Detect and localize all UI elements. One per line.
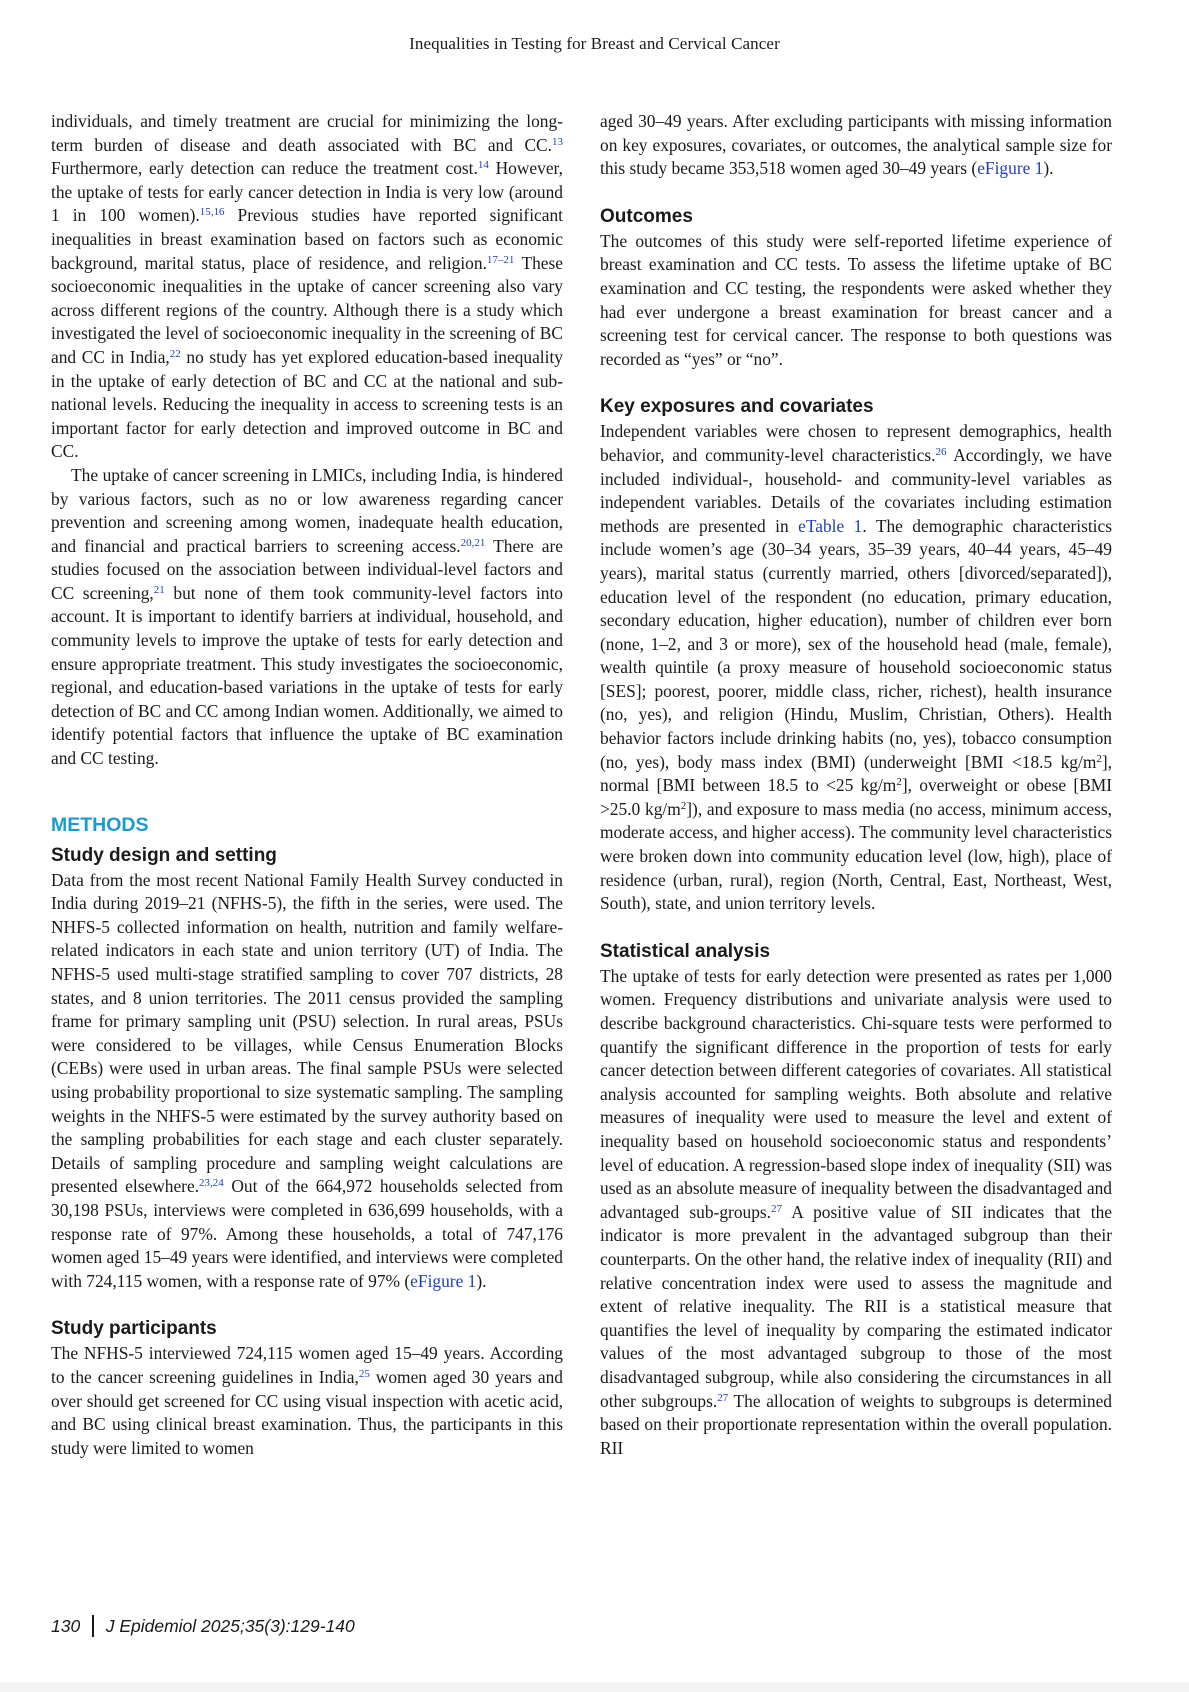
efigure-link[interactable]: eFigure 1 [977,158,1044,179]
paragraph: The NFHS-5 interviewed 724,115 women aged 15–49 years. According to the cancer screening guidelines in India,$^{25}$ women aged 30 years and over should get screened for CC using visual inspection with acetic acid, and BC using clinical breast examination. Thus, the participants in this study were limited to women [51,1343,563,1458]
paragraph: The uptake of tests for early detection were presented as rates per 1,000 women. Frequency distributions and univariate analysis were used to describe background characteristics. Chi-square tests were performed to quantify the significant difference in the proportion of tests for early cancer detection between different categories of covariates. All statistical analysis accounted for sampling weights. Both absolute and relative measures of inequality were used to measure the level and extent of inequality based on household socioeconomic status and respondents’ level of education. A regression-based slope index of inequality (SII) was used as an absolute measure of inequality between the disadvantaged and advantaged sub-groups.$^{27}$ A positive value of SII indicates that the indicator is more prevalent in the advantaged subgroup than their counterparts. On the other hand, the relative index of inequality (RII) and relative concentration index were used to assess the magnitude and extent of relative inequality. The RII is a statistical measure that quantifies the level of inequality by comparing the estimated indicator values of the most advantaged subgroup to those of the most disadvantaged subgroup, while also considering the circumstances in all other subgroups.$^{27}$ The allocation of weights to subgroups is determined based on their proportionate representation within the overall population. RII [600,965,1112,1458]
citation-link[interactable]: 21 [153,583,165,596]
page-footer [51,1615,355,1637]
subsection-heading: Key exposures and covariates [600,396,874,418]
right-column [600,110,1112,1460]
running-header: Inequalities in Testing for Breast and Cervical Cancer [409,34,780,53]
superscript: 2 [896,776,902,789]
left-column [51,110,563,1460]
superscript: 2 [1096,752,1102,765]
efigure-link[interactable]: eFigure 1 [410,1270,477,1291]
footer-divider [92,1615,94,1637]
paragraph: individuals, and timely treatment are crucial for minimizing the long-term burden of disease and death associated with BC and CC.$^{13}$ Furthermore, early detection can reduce the treatment cost.$^{14}$ However, the uptake of tests for early cancer detection in India is very low (around 1 in 100 women).$^{15,16}$ Previous studies have reported significant inequalities in breast examination based on factors such as economic background, marital status, place of residence, and religion.$^{17-21}$ These socioeconomic inequalities in the uptake of cancer screening also vary across different regions of the country. Although there is a study which investigated the level of socioeconomic inequality in the screening of BC and CC in India,$^{22}$ no study has yet explored education-based inequality in the uptake of early detection of BC and CC at the national and sub-national levels. Reducing the inequality in access to screening tests is an important factor for early detection and improved outcome in BC and CC. [51,111,564,462]
journal-citation: J Epidemiol 2025;35(3):129-140 [105,1616,355,1636]
citation-link[interactable]: 15,16 [199,206,225,219]
paragraph: Independent variables were chosen to represent demographics, health behavior, and community-level characteristics.$^{26}$ Accordingly, we have included individual-, household- and community-level variables as independent variables. Details of the covariates including estimation methods are presented in eTable 1. The demographic characteristics include women’s age (30–34 years, 35–39 years, 40–44 years, 45–49 years), marital status (currently married, others [divorced/separated]), education level of the respondent (no education, primary education, secondary education, higher education), number of children ever born (none, 1–2, and 3 or more), sex of the household head (male, female), wealth quintile (a proxy measure of household socioeconomic status [SES]; poorest, poorer, middle class, richer, richest), health insurance (no, yes), and religion (Hindu, Muslim, Christian, Others). Health behavior factors include drinking habits (no, yes), tobacco consumption (no, yes), body mass index (BMI) (underweight [BMI <18.5 $kg/m^2$], normal [BMI between 18.5 to <25 $kg/m^2$], overweight or obese [BMI >25.0 $kg/m^2$]), and exposure to mass media (no access, minimum access, moderate access, and higher access). The community level characteristics were broken down into community education level (low, high), place of residence (urban, rural), region (North, Central, East, Northeast, West, South), state, and union territory levels. [600,421,1112,914]
subsection-heading: Outcomes [600,205,693,227]
citation-link[interactable]: 22 [169,347,181,360]
citation-link[interactable]: 20,21 [460,536,486,549]
citation-link[interactable]: 23,24 [199,1177,224,1190]
superscript: 2 [680,799,687,812]
subsection-heading: Statistical analysis [600,940,771,962]
citation-link[interactable]: 26 [935,445,947,458]
subsection-heading: Study design and setting [51,844,277,866]
paragraph: Data from the most recent National Family Health Survey conducted in India during 2019–21 (NFHS-5), the fifth in the series, were used. The NHFS-5 collected information on health, nutrition and family welfare-related indicators in each state and union territory (UT) of India. The NFHS-5 used multi-stage stratified sampling to cover 707 districts, 28 states, and 8 union territories. The 2011 census provided the sampling frame for primary sampling unit (PSU) selection. In rural areas, PSUs were considered to be villages, while Census Enumeration Blocks (CEBs) were used in urban areas. The final sample PSUs were selected using probability proportional to size systematic sampling. The sampling weights in the NHFS-5 were estimated by the survey authority based on the sampling probabilities for each stage and each cluster separately. Details of sampling procedure and sampling weight calculations are presented elsewhere.$^{23,24}$ Out of the 664,972 households selected from 30,198 PSUs, interviews were completed in 636,699 households, with a response rate of 97%. Among these households, a total of 747,176 women aged 15–49 years were identified, and interviews were completed with 724,115 women, with a response rate of 97% (eFigure 1). [51,869,563,1291]
citation-link[interactable]: 27 [717,1391,729,1404]
citation-link[interactable]: 14 [477,159,489,172]
etable-link[interactable]: eTable 1 [798,515,863,536]
paragraph: The uptake of cancer screening in LMICs, including India, is hindered by various factors, such as no or low awareness regarding cancer prevention and screening among women, inadequate health education, and financial and practical barriers to screening access.$^{20,21}$ There are studies focused on the association between individual-level factors and CC screening,$^{21}$ but none of them took community-level factors into account. It is important to identify barriers at individual, household, and community levels to improve the uptake of tests for early detection and ensure appropriate treatment. This study investigates the socioeconomic, regional, and education-based variations in the uptake of tests for early detection of BC and CC among Indian women. Additionally, we aimed to identify potential factors that influence the uptake of BC examination and CC testing. [51,464,563,769]
page-bottom-edge [0,1682,1189,1692]
page-number: 130 [51,1616,81,1636]
citation-link[interactable]: 17–21 [486,253,515,266]
subsection-heading: Study participants [51,1318,217,1340]
citation-link[interactable]: 25 [358,1367,370,1380]
paragraph: aged 30–49 years. After excluding participants with missing information on key exposures, covariates, or outcomes, the analytical sample size for this study became 353,518 women aged 30–49 years (eFigure 1). [600,111,1112,179]
citation-link[interactable]: 13 [552,135,563,148]
citation-link[interactable]: 27 [771,1202,783,1215]
section-heading-methods: METHODS [51,813,149,836]
paragraph: The outcomes of this study were self-reported lifetime experience of breast examination and CC tests. To assess the lifetime uptake of BC examination and CC testing, the respondents were asked whether they had ever undergone a breast examination for breast cancer and a screening test for cervical cancer. The response to both questions was recorded as “yes” or “no”. [600,230,1112,369]
